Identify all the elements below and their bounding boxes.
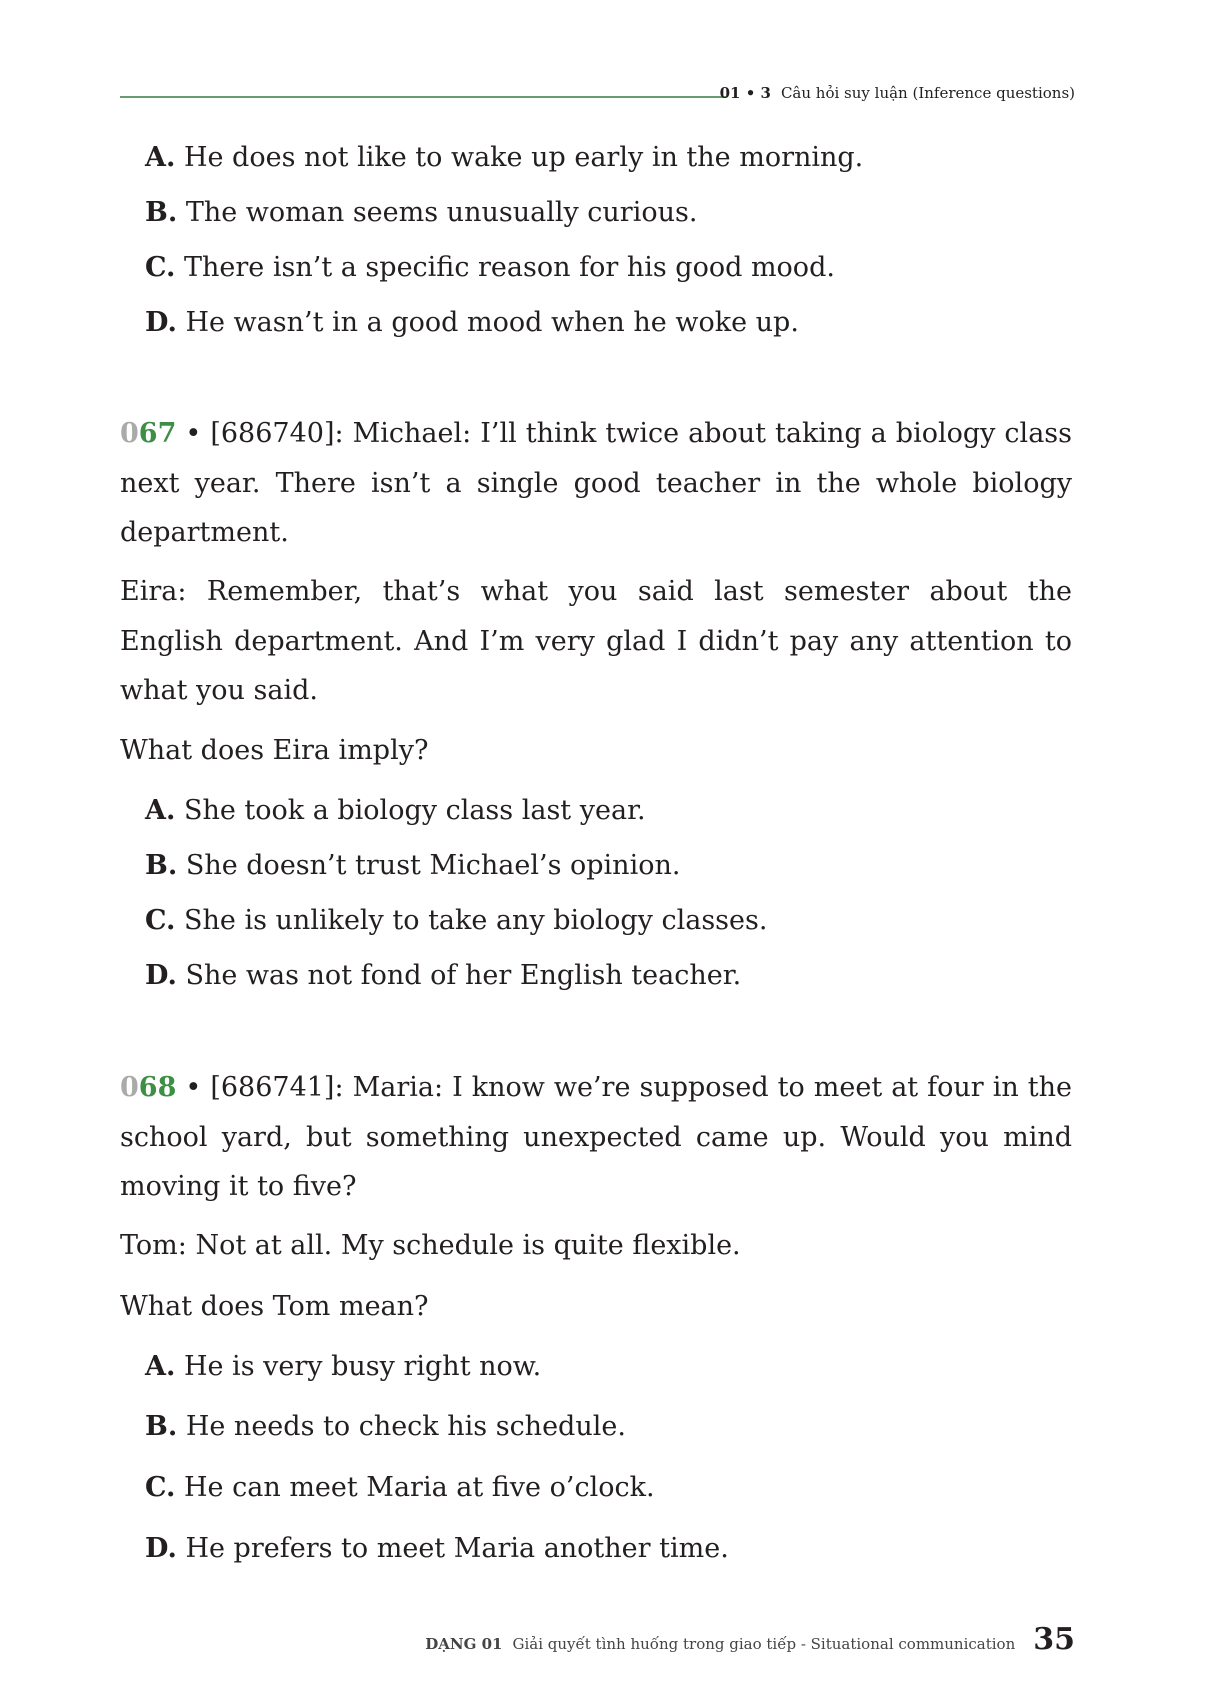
question-067-reply: Eira: Remember, that’s what you said last semester about the English department. And I’m very glad I didn’t pay any attention to what you said. <box>120 576 1072 706</box>
prev-option-a: A. He does not like to wake up early in the morning. <box>145 142 864 173</box>
question-068-reply: Tom: Not at all. My schedule is quite flexible. <box>120 1230 741 1261</box>
question-number-lead: 0 <box>120 418 139 449</box>
header-section: 01 • 3 <box>719 84 771 102</box>
question-number: 68 <box>138 1072 177 1103</box>
header-rule <box>120 96 726 98</box>
q067-option-a: A. She took a biology class last year. <box>145 795 646 826</box>
header-title: Câu hỏi suy luận (Inference questions) <box>780 84 1075 102</box>
prev-option-c: C. There isn’t a specific reason for his good mood. <box>145 252 835 283</box>
question-068-prompt: What does Tom mean? <box>120 1291 429 1322</box>
question-067-dialogue: 067 • [686740]: Michael: I’ll think twice about taking a biology class next year. There isn’t a single good teacher in the whole biology department. <box>120 418 1072 548</box>
page-number: 35 <box>1033 1622 1075 1657</box>
running-header <box>720 84 1075 102</box>
q068-option-a: A. He is very busy right now. <box>145 1351 542 1382</box>
question-067-prompt: What does Eira imply? <box>120 735 429 766</box>
prev-option-b: B. The woman seems unusually curious. <box>145 197 698 228</box>
question-number: 67 <box>138 418 177 449</box>
q068-option-d: D. He prefers to meet Maria another time. <box>145 1533 729 1564</box>
footer-type: DẠNG 01 <box>425 1635 503 1653</box>
question-number-lead: 0 <box>120 1072 139 1103</box>
q067-option-c: C. She is unlikely to take any biology classes. <box>145 905 768 936</box>
question-068-dialogue: 068 • [686741]: Maria: I know we’re supposed to meet at four in the school yard, but something unexpected came up. Would you mind moving it to five? <box>120 1072 1072 1202</box>
q068-option-c: C. He can meet Maria at five o’clock. <box>145 1472 655 1503</box>
footer-topic: Giải quyết tình huống trong giao tiếp - Situational communication <box>512 1635 1016 1653</box>
q068-option-b: B. He needs to check his schedule. <box>145 1411 626 1442</box>
prev-option-d: D. He wasn’t in a good mood when he woke up. <box>145 307 799 338</box>
q067-option-d: D. She was not fond of her English teacher. <box>145 960 742 991</box>
running-footer <box>425 1622 1075 1657</box>
q067-option-b: B. She doesn’t trust Michael’s opinion. <box>145 850 681 881</box>
